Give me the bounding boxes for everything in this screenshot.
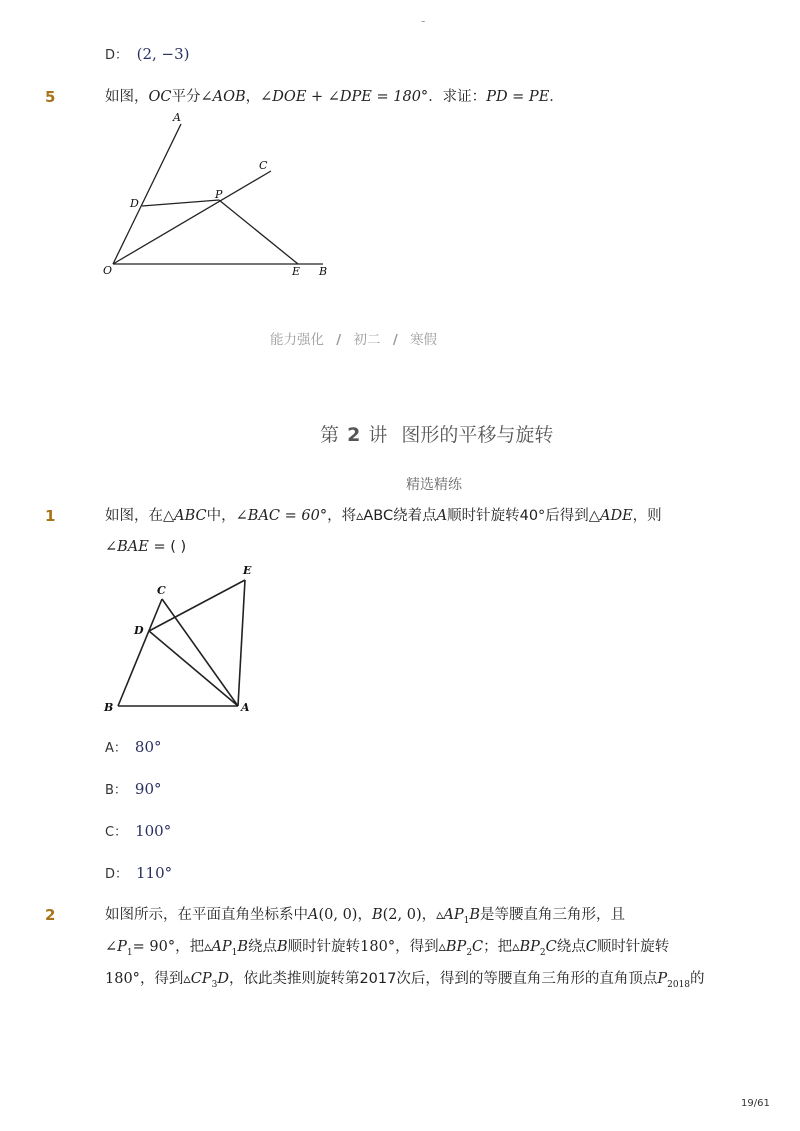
lecture-title <box>320 420 553 447</box>
q2-math: C <box>472 939 484 955</box>
q2-text: 绕点 <box>556 939 586 955</box>
q1-text-5: ，则 <box>632 508 662 524</box>
label-a: A <box>173 111 181 124</box>
q1-text-1: 如图，在△ <box>105 508 175 524</box>
option-b[interactable] <box>105 779 162 801</box>
ray-oa <box>113 124 181 264</box>
label-d: D <box>134 624 144 637</box>
q2-math: C <box>585 939 597 955</box>
section-title: 精选精练 <box>406 477 462 493</box>
option-value: 110° <box>136 864 173 882</box>
question-5-text <box>105 87 564 107</box>
label-c: C <box>157 584 166 597</box>
label-a: A <box>241 701 250 714</box>
q2-text: 是等腰直角三角形，且 <box>480 907 626 923</box>
q2-text: ，得到▵ <box>395 939 446 955</box>
question-2-text-line-2 <box>105 937 669 963</box>
option-c[interactable] <box>105 821 171 843</box>
q1-math-3: A <box>436 508 448 524</box>
q1-math-1: ABC <box>174 508 207 524</box>
q5-text-5: ． <box>549 89 564 105</box>
q1-math-5: ∠BAE <box>105 539 149 555</box>
q2-math: B <box>469 907 481 923</box>
q2-text: 的 <box>690 971 705 987</box>
option-letter: B： <box>105 783 127 798</box>
q1-math-2: ∠BAC = 60° <box>235 508 328 524</box>
q2-subscript: 3 <box>211 979 218 990</box>
prev-option-d <box>105 44 190 66</box>
breadcrumb-separator: / <box>392 332 398 348</box>
q1-text-4: 顺时针旋转40°后得到△ <box>447 508 600 524</box>
q2-text: ，把▵ <box>175 939 212 955</box>
q2-math: = 90° <box>132 939 176 955</box>
question-1-text <box>105 506 662 526</box>
q1-text-2: 中， <box>206 508 236 524</box>
segment-ea <box>238 580 245 706</box>
label-e: E <box>243 564 252 577</box>
q5-text-1: 如图， <box>105 89 149 105</box>
q5-text-2: 平分 <box>171 89 201 105</box>
q2-math: P <box>657 971 668 987</box>
q2-text: ， <box>357 907 372 923</box>
breadcrumb-part-3: 寒假 <box>410 332 438 348</box>
q5-math-2: ∠AOB <box>200 89 246 105</box>
q2-text: 绕点 <box>248 939 278 955</box>
question-number: 2 <box>45 906 56 924</box>
q2-subscript: 2 <box>466 947 473 958</box>
q2-math: B <box>277 939 288 955</box>
q2-math: CP <box>190 971 212 987</box>
q2-math: C <box>545 939 557 955</box>
question-2-text-line-1 <box>105 905 625 931</box>
label-b: B <box>104 701 114 714</box>
option-letter: C： <box>105 825 128 840</box>
lecture-name: 图形的平移与旋转 <box>401 424 554 446</box>
breadcrumb-separator: / <box>336 332 342 348</box>
question-2-text-line-3 <box>105 969 705 995</box>
q2-text: ，▵ <box>421 907 444 923</box>
breadcrumb-part-1: 能力强化 <box>270 332 324 348</box>
q5-math-4: PD = PE <box>486 89 550 105</box>
page-number: 19/61 <box>741 1098 770 1109</box>
option-d[interactable] <box>105 863 172 885</box>
q2-math: AP <box>211 939 232 955</box>
q5-text-4: ．求证： <box>428 89 487 105</box>
label-o: O <box>103 264 113 277</box>
option-value: (2, −3) <box>136 45 190 63</box>
q1-math-4: ADE <box>599 508 633 524</box>
segment-bc <box>118 599 162 706</box>
segment-pe <box>219 200 298 264</box>
q2-math: (0, 0) <box>318 907 358 923</box>
question-1-text-line-2 <box>105 537 186 557</box>
q1-text-3: ，将▵ABC绕着点 <box>327 508 437 524</box>
option-value: 90° <box>134 780 162 798</box>
lecture-prefix: 第 <box>320 424 340 446</box>
option-a[interactable] <box>105 737 162 759</box>
segment-dp <box>142 200 219 206</box>
q1-figure <box>100 560 270 720</box>
q2-math: ∠P <box>105 939 127 955</box>
lecture-suffix: 讲 <box>368 424 388 446</box>
q2-math: A <box>308 907 319 923</box>
q2-subscript: 1 <box>463 915 470 926</box>
q2-math: AP <box>443 907 464 923</box>
header-mark: - <box>421 14 426 28</box>
q1-text-6: = ( ) <box>153 539 187 555</box>
ray-oc <box>113 171 271 264</box>
q2-math: 180° <box>105 971 140 987</box>
question-number: 1 <box>45 507 56 525</box>
label-e: E <box>292 265 301 278</box>
lecture-number: 2 <box>347 424 361 446</box>
q2-math: BP <box>445 939 467 955</box>
q2-math: B <box>371 907 383 923</box>
q5-figure <box>95 108 345 288</box>
q2-math: D <box>217 971 229 987</box>
q2-text: 顺时针旋转 <box>596 939 670 955</box>
q2-text: ，得到▵ <box>139 971 191 987</box>
q2-text: 顺时针旋转 <box>287 939 361 955</box>
q2-text: ；把▵ <box>483 939 520 955</box>
option-value: 80° <box>134 738 162 756</box>
q2-math: 180° <box>360 939 396 955</box>
q2-math: B <box>237 939 249 955</box>
q2-subscript: 2 <box>539 947 546 958</box>
breadcrumb-part-2: 初二 <box>353 332 381 348</box>
q2-math: (2, 0) <box>382 907 422 923</box>
q2-subscript: 2018 <box>667 979 691 990</box>
label-c: C <box>259 159 268 172</box>
label-d: D <box>130 197 139 210</box>
option-value: 100° <box>135 822 172 840</box>
label-b: B <box>319 265 328 278</box>
q2-text: ，依此类推则旋转第2017次后，得到的等腰直角三角形的直角顶点 <box>228 971 658 987</box>
q2-subscript: 1 <box>126 947 133 958</box>
q2-math: BP <box>519 939 540 955</box>
option-letter: D： <box>105 48 129 63</box>
q2-subscript: 1 <box>231 947 238 958</box>
label-p: P <box>215 188 223 201</box>
option-letter: A： <box>105 741 127 756</box>
question-number: 5 <box>45 88 56 106</box>
q5-math-3: ∠DOE + ∠DPE = 180° <box>260 89 429 105</box>
q2-text: 如图所示，在平面直角坐标系中 <box>105 907 308 923</box>
option-letter: D： <box>105 867 129 882</box>
q5-text-3: ， <box>245 89 261 105</box>
q5-math-1: OC <box>148 89 172 105</box>
breadcrumb <box>270 328 437 348</box>
